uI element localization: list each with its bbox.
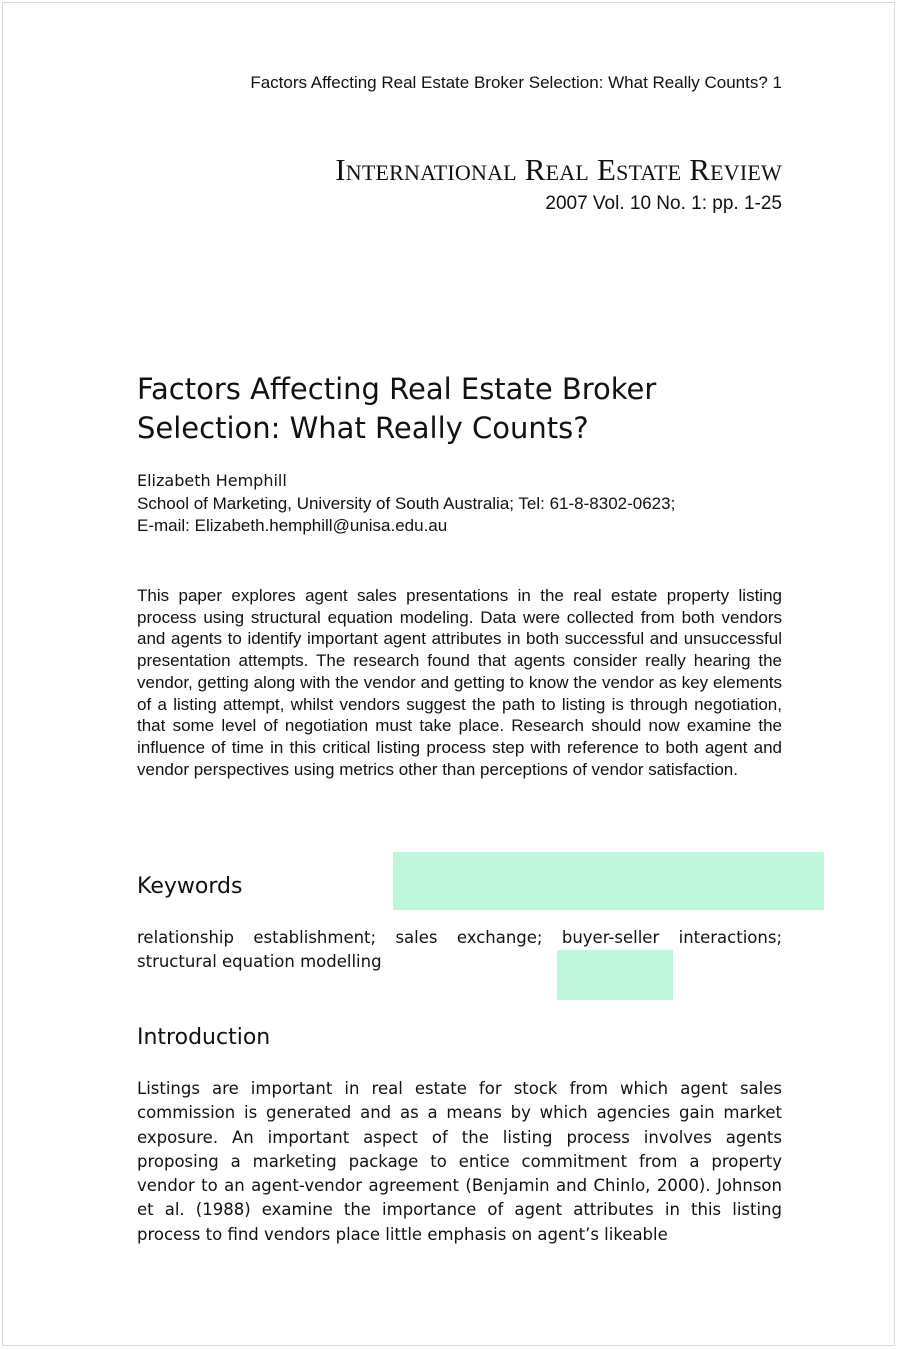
email-line: E-mail: Elizabeth.hemphill@unisa.edu.au (137, 516, 448, 535)
article-title: Factors Affecting Real Estate Broker Selection: What Really Counts? (137, 372, 657, 445)
issue-info: 2007 Vol. 10 No. 1: pp. 1-25 (545, 193, 782, 214)
journal-title: International Real Estate Review (335, 152, 782, 187)
introduction-heading: Introduction (137, 1025, 271, 1050)
running-head: Factors Affecting Real Estate Broker Selection: What Really Counts? 1 (250, 73, 782, 92)
introduction-text: Listings are important in real estate for stock from which agent sales commission is generated and as a means by which agencies gain market exposure. An important aspect of the listing process involves agents proposing a marketing package to entice commitment from a property vendor to an agent-vendor agreement (Benjamin and Chinlo, 2000). Johnson et al. (1988) examine the importance of agent attributes in this listing process to find vendors place little emphasis on agent’s likeable (137, 1079, 782, 1244)
keywords-text: relationship establishment; sales exchange; buyer-seller interactions; structural equation modelling (137, 928, 782, 971)
author-affiliation (137, 493, 782, 537)
keywords-heading: Keywords (137, 874, 243, 899)
author-name: Elizabeth Hemphill (137, 471, 287, 490)
highlight-box (393, 852, 824, 910)
abstract: This paper explores agent sales presentations in the real estate property listing process using structural equation modeling. Data were collected from both vendors and agents to identify important agent attributes in both successful and unsuccessful presentation attempts. The research found that agents consider really hearing the vendor, getting along with the vendor and getting to know the vendor as key elements of a listing attempt, whilst vendors suggest the path to listing is through negotiation, that some level of negotiation must take place. Research should now examine the influence of time in this critical listing process step with reference to both agent and vendor perspectives using metrics other than perceptions of vendor satisfaction. (137, 586, 782, 779)
affiliation-line: School of Marketing, University of South Australia; Tel: 61-8-8302-0623; (137, 494, 676, 513)
